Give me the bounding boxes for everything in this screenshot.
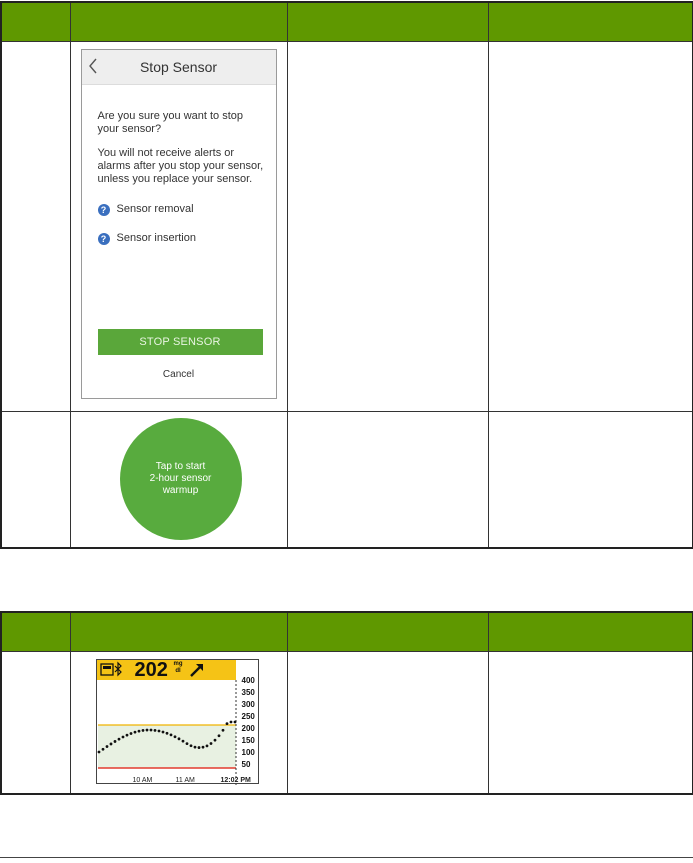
- help-link-label: Sensor insertion: [116, 232, 196, 244]
- help-link-label: Sensor removal: [116, 203, 194, 215]
- glucose-point: [205, 744, 208, 747]
- glucose-point: [113, 740, 116, 743]
- glucose-point: [129, 732, 132, 735]
- glucose-point: [173, 735, 176, 738]
- table-header-row: [1, 2, 693, 42]
- confirm-question: Are you sure you want to stop your sensor?: [97, 110, 244, 135]
- header-cell: [287, 612, 488, 652]
- table-cell: [287, 42, 488, 412]
- glucose-point: [225, 722, 228, 725]
- glucose-point: [201, 746, 204, 749]
- table-row: [1, 652, 693, 794]
- glucose-point: [193, 746, 196, 749]
- glucose-point: [189, 744, 192, 747]
- glucose-point: [165, 732, 168, 735]
- table-cell: [488, 42, 693, 412]
- table-row: [1, 412, 693, 548]
- sensor-table: [0, 1, 693, 549]
- table-cell: [70, 412, 287, 548]
- cgm-graph: [97, 660, 260, 785]
- glucose-point: [153, 729, 156, 732]
- glucose-point: [217, 734, 220, 737]
- glucose-point: [125, 734, 128, 737]
- table-cell: [70, 42, 287, 412]
- question-circle-icon: ?: [98, 233, 110, 245]
- glucose-point: [121, 736, 124, 739]
- glucose-point: [117, 738, 120, 741]
- glucose-point: [209, 742, 212, 745]
- y-tick: 150: [241, 736, 255, 745]
- battery-icon: [101, 664, 113, 675]
- target-range-band: [98, 725, 236, 768]
- question-circle-icon: ?: [98, 204, 110, 216]
- footer-rule: [0, 857, 693, 858]
- y-tick: 100: [241, 748, 255, 757]
- cgm-table: [0, 611, 693, 795]
- glucose-point: [97, 751, 100, 754]
- glucose-point: [221, 729, 224, 732]
- table-cell: [287, 652, 488, 794]
- glucose-point: [181, 740, 184, 743]
- glucose-point: [133, 731, 136, 734]
- stop-sensor-button[interactable]: STOP SENSOR: [98, 329, 263, 355]
- table-cell: [488, 412, 693, 548]
- table-cell: [488, 652, 693, 794]
- unit-top: mg: [173, 661, 183, 667]
- glucose-point: [233, 721, 236, 724]
- glucose-value: 202: [134, 659, 168, 681]
- y-tick: 350: [241, 688, 255, 697]
- warmup-label-line: 2-hour sensor: [149, 473, 212, 484]
- cancel-button[interactable]: Cancel: [162, 369, 195, 380]
- table-cell: [287, 412, 488, 548]
- glucose-point: [185, 742, 188, 745]
- table-cell: [1, 412, 70, 548]
- y-tick: 400: [241, 676, 255, 685]
- header-cell: [1, 2, 70, 42]
- header-cell: [287, 2, 488, 42]
- glucose-unit: [174, 661, 183, 675]
- table-header-row: [1, 612, 693, 652]
- glucose-point: [161, 731, 164, 734]
- glucose-point: [157, 730, 160, 733]
- y-tick: 50: [241, 760, 251, 769]
- glucose-point: [105, 745, 108, 748]
- glucose-point: [197, 746, 200, 749]
- header-cell: [70, 2, 287, 42]
- phone-header: [82, 50, 276, 85]
- start-warmup-button[interactable]: [120, 418, 242, 540]
- header-cell: [488, 2, 693, 42]
- table-cell: [70, 652, 287, 794]
- glucose-point: [109, 743, 112, 746]
- help-link-sensor-removal[interactable]: [98, 203, 264, 216]
- glucose-point: [213, 739, 216, 742]
- bluetooth-icon: [115, 663, 121, 675]
- header-cell: [488, 612, 693, 652]
- table-cell: [1, 42, 70, 412]
- unit-bottom: dl: [175, 668, 181, 674]
- glucose-point: [169, 733, 172, 736]
- header-cell: [1, 612, 70, 652]
- stop-sensor-screen: [81, 49, 277, 399]
- glucose-point: [145, 729, 148, 732]
- screen-title: Stop Sensor: [139, 59, 218, 75]
- glucose-point: [141, 729, 144, 732]
- warmup-label-line: Tap to start: [155, 461, 206, 472]
- arrow-up-right-icon: [191, 664, 203, 676]
- glucose-point: [177, 737, 180, 740]
- info-text: You will not receive alerts or alarms after you stop your sensor, unless you replace your sensor.: [97, 147, 264, 185]
- cgm-screen: [96, 659, 259, 784]
- glucose-point: [137, 730, 140, 733]
- time-label: 11 AM: [175, 777, 195, 784]
- help-link-sensor-insertion[interactable]: [98, 232, 264, 245]
- y-tick: 200: [241, 724, 255, 733]
- header-cell: [70, 612, 287, 652]
- table-row: [1, 42, 693, 412]
- y-tick: 300: [241, 700, 255, 709]
- glucose-point: [229, 721, 232, 724]
- y-tick: 250: [241, 712, 255, 721]
- glucose-point: [101, 748, 104, 751]
- time-label: 10 AM: [132, 777, 153, 784]
- time-label: 12:02 PM: [220, 777, 251, 784]
- glucose-point: [149, 729, 152, 732]
- table-cell: [1, 652, 70, 794]
- warmup-label-line: warmup: [162, 485, 199, 496]
